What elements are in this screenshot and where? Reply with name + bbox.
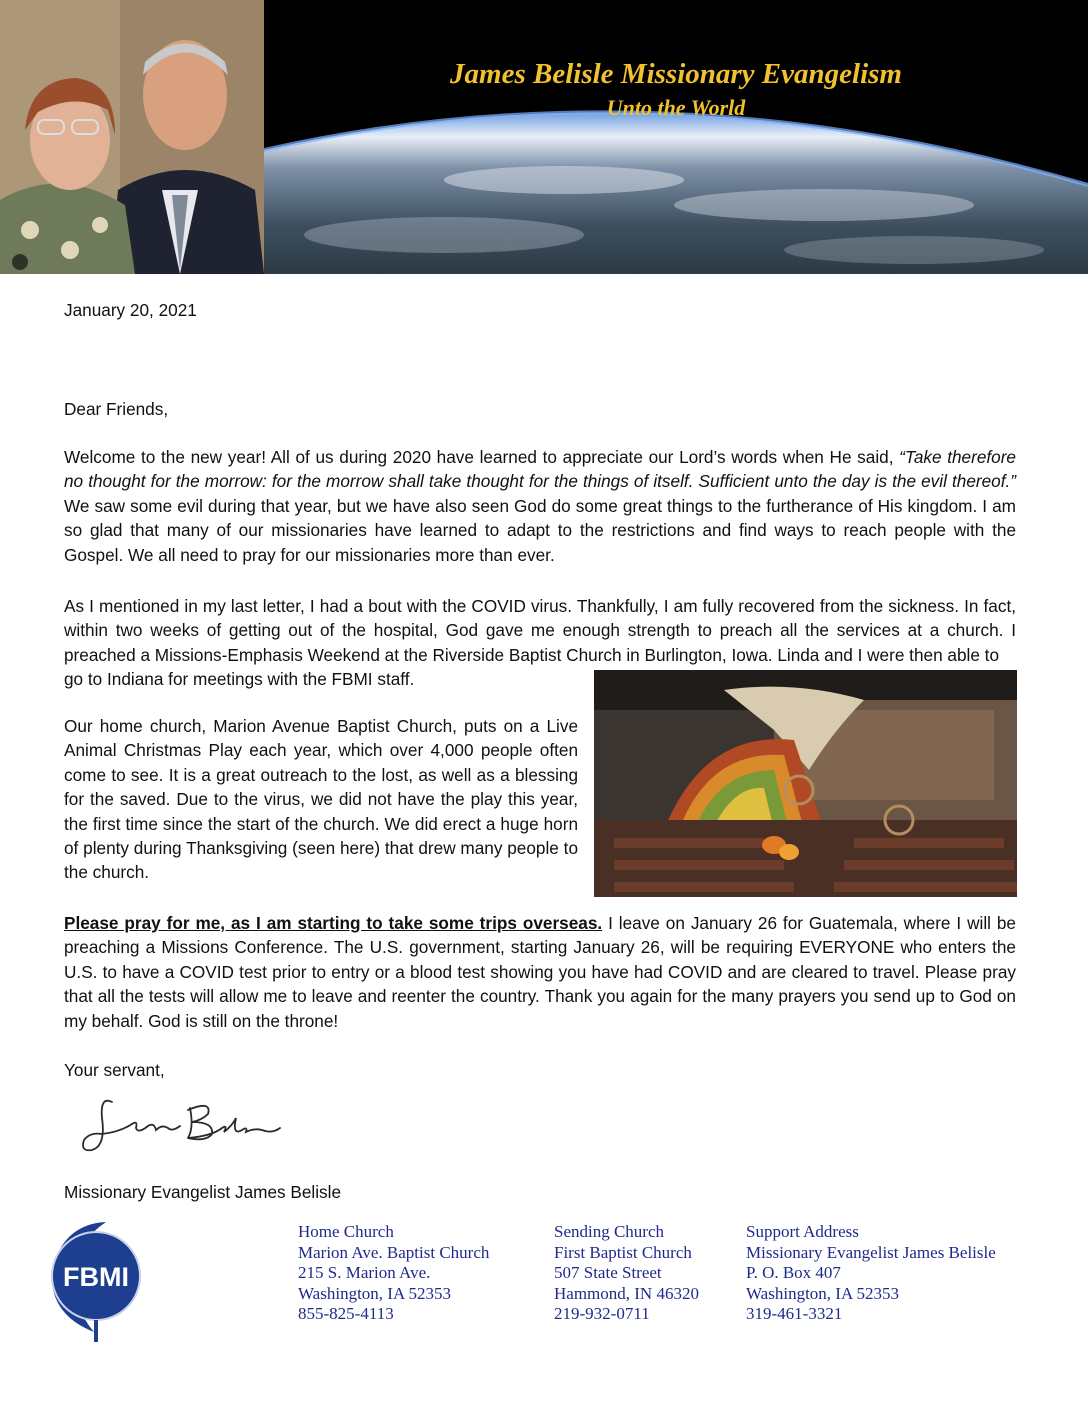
footer-support-address [746,1222,996,1325]
p1-text-end: We saw some evil during that year, but we have also seen God do some great things to the furtherance of His kingdom. I am so glad that many of our missionaries have learned to adapt to the restrictions and find ways to reach people with the Gospel. We all need to pray for our missionaries more than ever. [64,495,1016,565]
handwritten-signature [72,1088,292,1160]
paragraph-2: As I mentioned in my last letter, I had a bout with the COVID virus. Thankfully, I am fully recovered from the sickness. In fact, within two weeks of getting out of the hospital, God gave me enough strength to preach all the services at a church. I preached a Missions-Emphasis Weekend at the Riverside Baptist Church in Burlington, Iowa. Linda and I were then able to [64,596,1016,665]
footer-line: P. O. Box 407 [746,1263,841,1283]
earth-from-space-image [264,0,1088,274]
paragraph-3: Our home church, Marion Avenue Baptist Church, puts on a Live Animal Christmas Play each year, which over 4,000 people often come to see. It is a great outreach to the lost, as well as a blessing for the saved. Due to the virus, we did not have the play this year, the first time since the start of the church. We did erect a huge horn of plenty during Thanksgiving (seen here) that drew many people to the church. [64,716,578,883]
footer-line: 507 State Street [554,1263,662,1283]
p4-text: I leave on January 26 for Guatemala, where I will be preaching a Missions Conference. The U.S. government, starting January 26, will be requiring EVERYONE who enters the U.S. to have a COVID test prior to entry or a blood test showing you have had COVID and are cleared to travel. Please pray that all the tests will allow me to leave and reenter the country. Thank you again for the many prayers you send up to God on my behalf. God is still on the throne! [64,913,1016,1031]
footer-line: 215 S. Marion Ave. [298,1263,431,1283]
letterhead-subtitle: Unto the World [606,95,746,120]
footer-line: Washington, IA 52353 [298,1283,452,1303]
horn-of-plenty-photo [594,670,1017,897]
fbmi-logo-text: FBMI [63,1262,129,1292]
signed-name: Missionary Evangelist James Belisle [64,1182,342,1202]
closing: Your servant, [64,1060,165,1080]
prayer-request-heading: Please pray for me, as I am starting to take some trips overseas. [64,913,603,933]
paragraph-4 [64,911,1016,1033]
footer-line: Washington, IA 52353 [746,1283,900,1303]
paragraph-2-last-line: go to Indiana for meetings with the FBMI staff. [64,669,415,689]
footer-line: First Baptist Church [554,1242,692,1262]
letterhead [0,0,1088,274]
couple-photo [0,0,264,274]
footer-heading: Sending Church [554,1222,665,1241]
fbmi-logo [44,1214,144,1344]
p1-text-start: Welcome to the new year! All of us during 2020 have learned to appreciate our Lord’s words when He said, [64,447,900,467]
letter-date: January 20, 2021 [64,300,197,320]
footer-phone: 319-461-3321 [746,1304,843,1324]
footer-line: Missionary Evangelist James Belisle [746,1242,996,1262]
footer-heading: Home Church [298,1222,394,1241]
footer-phone: 219-932-0711 [554,1304,650,1324]
footer-line: Hammond, IN 46320 [554,1283,699,1303]
footer-line: Marion Ave. Baptist Church [298,1242,490,1262]
paragraph-1 [64,445,1016,567]
scripture-quote: “Take therefore no thought for the morrow: for the morrow shall take thought for the things of itself. Sufficient unto the day is the evil thereof.” [64,447,1016,492]
footer-phone: 855-825-4113 [298,1304,394,1324]
footer-home-church [298,1222,489,1325]
footer-heading: Support Address [746,1222,859,1241]
greeting: Dear Friends, [64,399,169,419]
letterhead-title: James Belisle Missionary Evangelism [450,58,902,90]
footer-sending-church [554,1222,699,1325]
